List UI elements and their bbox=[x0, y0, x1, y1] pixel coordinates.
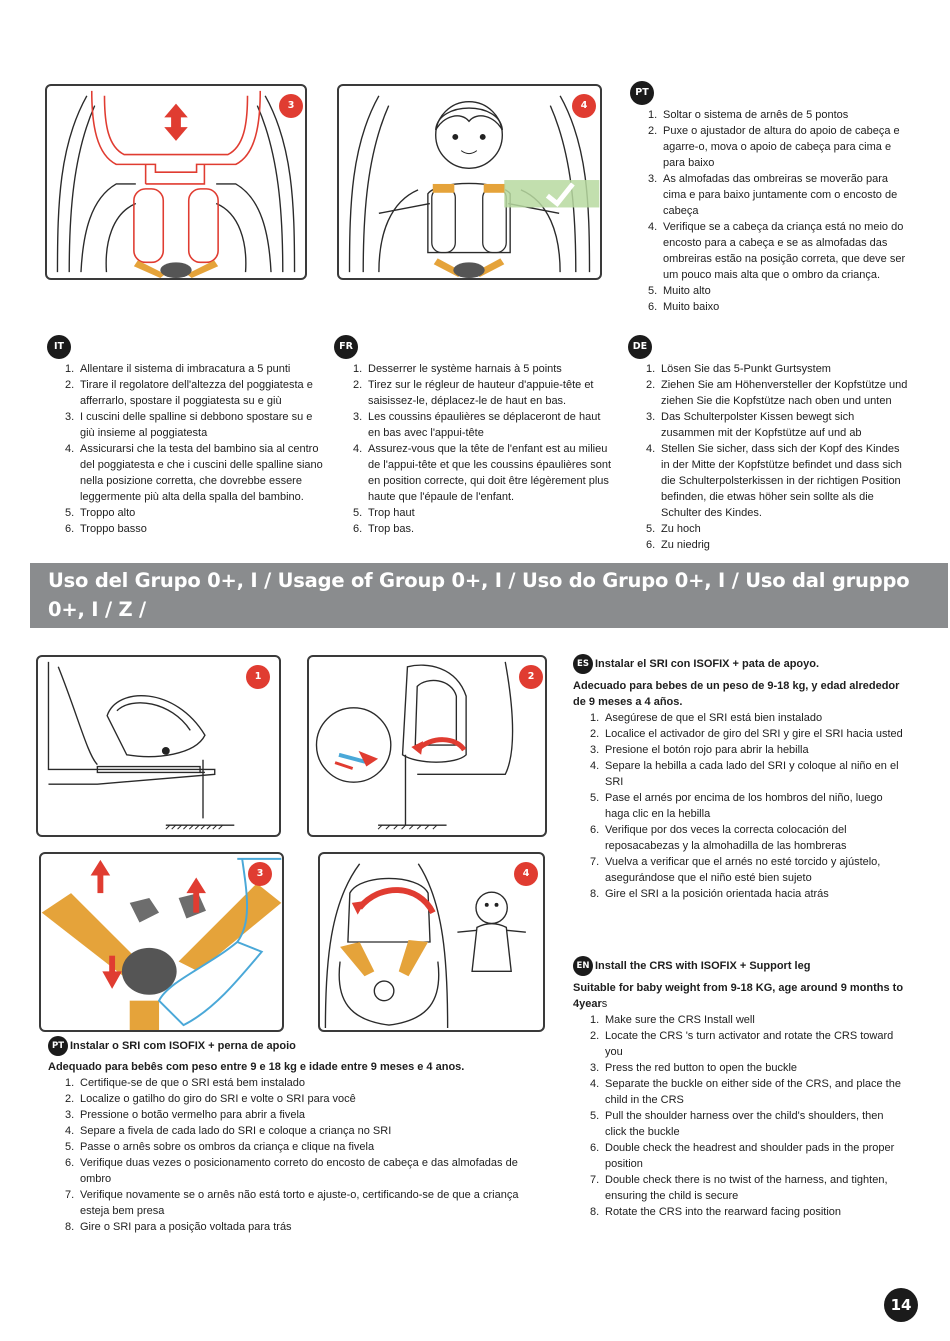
list-item: 8. Gire o SRI para a posição voltada para trás bbox=[65, 1221, 292, 1233]
en-instructions-list bbox=[590, 1012, 905, 1220]
list-item: 1. Asegúrese de que el SRI está bien instalado bbox=[590, 712, 823, 724]
list-item: 5. Troppo alto bbox=[65, 507, 136, 519]
figure-buckle-release bbox=[39, 852, 284, 1032]
pt-install-instructions-list bbox=[65, 1075, 545, 1235]
list-item: 4. Assurez-vous que la tête de l'enfant est au milieu de l'appui-tête et que les coussins épaulières sont en position correcte, qui doit être légèrement plus haute que l'épaule de l'enfant. bbox=[353, 443, 612, 503]
step-number-badge: 4 bbox=[514, 862, 538, 886]
language-badge-de: DE bbox=[628, 335, 652, 359]
list-item: 2. Puxe o ajustador de altura do apoio de cabeça e agarre-o, mova o apoio de cabeça para cima e para baixo bbox=[648, 125, 900, 169]
list-item: 3. Pressione o botão vermelho para abrir a fivela bbox=[65, 1109, 306, 1121]
page-number: 14 bbox=[884, 1288, 918, 1322]
language-badge-fr: FR bbox=[334, 335, 358, 359]
es-subtitle: Adecuado para bebes de un peso de 9-18 kg, y edad alrededor de 9 meses a 4 años. bbox=[573, 680, 900, 708]
list-item: 5. Trop haut bbox=[353, 507, 415, 519]
list-item: 4. Separe a fivela de cada lado do SRI e coloque a criança no SRI bbox=[65, 1125, 392, 1137]
list-item: 4. Stellen Sie sicher, dass sich der Kopf des Kindes in der Mitte der Kopfstütze befindet und dass sich die Schulterpolsterkissen in der richtigen Position befinden, die etwas höher sein sollte als die Schulter des Kindes. bbox=[646, 443, 902, 519]
list-item: 4. Separe la hebilla a cada lado del SRI y coloque al niño en el SRI bbox=[590, 760, 899, 788]
list-item: 4. Verifique se a cabeça da criança está no meio do encosto para a cabeça e se as almofadas das ombreiras estão na posição correta, que deve ser um pouco mais alta que o ombro da criança. bbox=[648, 221, 906, 281]
list-item: 2. Locate the CRS 's turn activator and rotate the CRS toward you bbox=[590, 1030, 894, 1058]
en-subtitle: Suitable for baby weight from 9-18 KG, age around 9 months to 4years bbox=[573, 982, 904, 1010]
list-item: 3. As almofadas das ombreiras se moverão para cima e para baixo juntamente com o encosto de cabeça bbox=[648, 173, 898, 217]
pt-install-title: PT Instalar o SRI com ISOFIX + perna de apoio bbox=[48, 1036, 528, 1056]
banner-title-line-2: Utilisation du Groupe 0+I / Verwendung von Gruppe 0+, I bbox=[48, 627, 667, 650]
list-item: 7. Verifique novamente se o arnês não está torto e ajuste-o, certificando-se de que a criança esteja bem presa bbox=[65, 1189, 519, 1217]
en-title: EN Install the CRS with ISOFIX + Support leg bbox=[573, 956, 913, 976]
list-item: 6. Zu niedrig bbox=[646, 539, 710, 551]
language-badge-pt: PT bbox=[48, 1036, 68, 1056]
list-item: 3. I cuscini delle spalline si debbono spostare su e giù insieme al poggiatesta bbox=[65, 411, 313, 439]
list-item: 6. Verifique por dos veces la correcta colocación del reposacabezas y la almohadilla de las hombreras bbox=[590, 824, 847, 852]
figure-turn-activator bbox=[307, 655, 547, 837]
list-item: 2. Ziehen Sie am Höhenversteller der Kopfstütze und ziehen Sie die Kopfstütze nach oben und unten bbox=[646, 379, 908, 407]
list-item: 6. Troppo basso bbox=[65, 523, 147, 535]
figure-headrest-adjust bbox=[45, 84, 307, 280]
es-title: ES Instalar el SRI con ISOFIX + pata de apoyo. bbox=[573, 654, 913, 674]
list-item: 8. Gire el SRI a la posición orientada hacia atrás bbox=[590, 888, 829, 900]
list-item: 2. Tirare il regolatore dell'altezza del poggiatesta e afferrarlo, spostare il poggiatesta su e giù bbox=[65, 379, 313, 407]
list-item: 5. Pull the shoulder harness over the child's shoulders, then click the buckle bbox=[590, 1110, 884, 1138]
pt-install-subtitle: Adequado para bebês com peso entre 9 e 18 kg e idade entre 9 meses e 4 anos. bbox=[48, 1061, 465, 1073]
step-number-badge: 4 bbox=[572, 94, 596, 118]
list-item: 4. Separate the buckle on either side of the CRS, and place the child in the CRS bbox=[590, 1078, 901, 1106]
list-item: 6. Muito baixo bbox=[648, 301, 720, 313]
section-banner bbox=[30, 563, 948, 650]
figure-child-placement bbox=[318, 852, 545, 1032]
list-item: 6. Trop bas. bbox=[353, 523, 415, 535]
list-item: 1. Certifique-se de que o SRI está bem instalado bbox=[65, 1077, 306, 1089]
list-item: 5. Pase el arnés por encima de los hombros del niño, luego haga clic en la hebilla bbox=[590, 792, 883, 820]
language-badge-it: IT bbox=[47, 335, 71, 359]
list-item: 7. Double check there is no twist of the harness, and tighten, ensuring the child is secure bbox=[590, 1174, 888, 1202]
list-item: 2. Tirez sur le régleur de hauteur d'appuie-tête et saisissez-le, déplacez-le de haut en bas. bbox=[353, 379, 594, 407]
list-item: 5. Muito alto bbox=[648, 285, 711, 297]
figure-child-headrest-check bbox=[337, 84, 602, 280]
figure-isofix-install bbox=[36, 655, 281, 837]
it-instructions-list bbox=[65, 361, 323, 537]
language-badge-es: ES bbox=[573, 654, 593, 674]
banner-title-line-1: Uso del Grupo 0+, I / Usage of Group 0+, I / Uso do Grupo 0+, I / Uso dal gruppo 0+, I / Z / bbox=[48, 569, 910, 621]
list-item: 2. Localize o gatilho do giro do SRI e volte o SRI para você bbox=[65, 1093, 356, 1105]
step-number-badge: 3 bbox=[279, 94, 303, 118]
list-item: 8. Rotate the CRS into the rearward facing position bbox=[590, 1206, 842, 1218]
list-item: 6. Verifique duas vezes o posicionamento correto do encosto de cabeça e das almofadas de ombro bbox=[65, 1157, 518, 1185]
list-item: 5. Zu hoch bbox=[646, 523, 701, 535]
language-badge-pt: PT bbox=[630, 81, 654, 105]
list-item: 6. Double check the headrest and shoulder pads in the proper position bbox=[590, 1142, 895, 1170]
list-item: 4. Assicurarsi che la testa del bambino sia al centro del poggiatesta e che i cuscini delle spalline siano nella posizione corretta, che dovrebbe essere leggermente più alta della spalla del bambino. bbox=[65, 443, 323, 503]
list-item: 7. Vuelva a verificar que el arnés no esté torcido y ajústelo, asegurándose que el niño esté bien sujeto bbox=[590, 856, 881, 884]
de-instructions-list bbox=[646, 361, 908, 553]
list-item: 1. Soltar o sistema de arnês de 5 pontos bbox=[648, 109, 849, 121]
step-number-badge: 2 bbox=[519, 665, 543, 689]
step-number-badge: 1 bbox=[246, 665, 270, 689]
list-item: 3. Presione el botón rojo para abrir la hebilla bbox=[590, 744, 809, 756]
fr-instructions-list bbox=[353, 361, 613, 537]
list-item: 1. Desserrer le système harnais à 5 points bbox=[353, 363, 562, 375]
list-item: 1. Make sure the CRS Install well bbox=[590, 1014, 755, 1026]
list-item: 3. Les coussins épaulières se déplaceront de haut en bas avec l'appui-tête bbox=[353, 411, 601, 439]
list-item: 1. Lösen Sie das 5-Punkt Gurtsystem bbox=[646, 363, 831, 375]
list-item: 2. Localice el activador de giro del SRI y gire el SRI hacia usted bbox=[590, 728, 903, 740]
es-instructions-list bbox=[590, 710, 905, 902]
list-item: 5. Passe o arnês sobre os ombros da criança e clique na fivela bbox=[65, 1141, 375, 1153]
list-item: 3. Das Schulterpolster Kissen bewegt sich zusammen mit der Kopfstütze auf und ab bbox=[646, 411, 862, 439]
step-number-badge: 3 bbox=[248, 862, 272, 886]
list-item: 3. Press the red button to open the buckle bbox=[590, 1062, 798, 1074]
language-badge-en: EN bbox=[573, 956, 593, 976]
pt-instructions-list bbox=[648, 107, 906, 315]
list-item: 1. Allentare il sistema di imbracatura a 5 punti bbox=[65, 363, 291, 375]
